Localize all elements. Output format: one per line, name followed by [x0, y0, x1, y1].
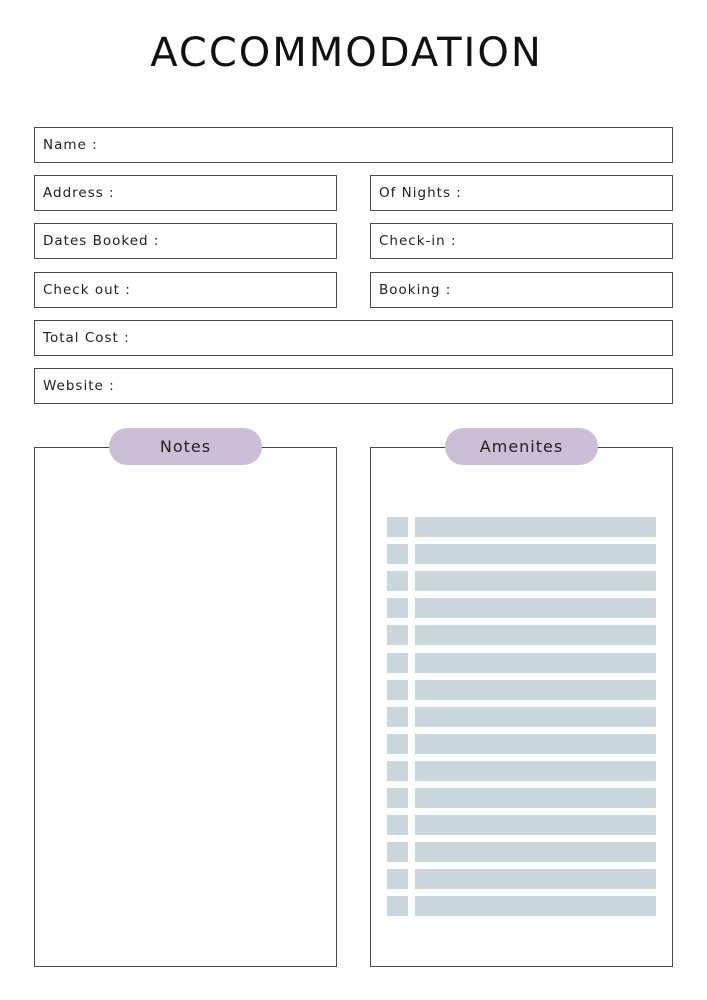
website-field[interactable] — [34, 368, 673, 404]
amenity-checkbox[interactable] — [387, 869, 408, 889]
amenity-row[interactable] — [387, 680, 656, 700]
amenity-line[interactable] — [415, 625, 656, 645]
dates-booked-label: Dates Booked : — [43, 233, 160, 249]
amenity-checkbox[interactable] — [387, 653, 408, 673]
name-field[interactable] — [34, 127, 673, 163]
amenity-row[interactable] — [387, 896, 656, 916]
amenity-line[interactable] — [415, 734, 656, 754]
amenity-line[interactable] — [415, 815, 656, 835]
address-label: Address : — [43, 185, 115, 201]
amenity-line[interactable] — [415, 571, 656, 591]
total-cost-label: Total Cost : — [43, 330, 130, 346]
booking-field[interactable] — [370, 272, 673, 308]
address-field[interactable] — [34, 175, 337, 211]
amenity-row[interactable] — [387, 571, 656, 591]
amenity-row[interactable] — [387, 707, 656, 727]
amenity-checkbox[interactable] — [387, 544, 408, 564]
amenity-row[interactable] — [387, 788, 656, 808]
amenity-checkbox[interactable] — [387, 815, 408, 835]
amenity-checkbox[interactable] — [387, 680, 408, 700]
amenity-row[interactable] — [387, 625, 656, 645]
check-in-field[interactable] — [370, 223, 673, 259]
website-label: Website : — [43, 378, 115, 394]
amenity-row[interactable] — [387, 544, 656, 564]
amenity-checkbox[interactable] — [387, 788, 408, 808]
amenity-checkbox[interactable] — [387, 707, 408, 727]
notes-panel[interactable] — [34, 447, 337, 967]
amenity-checkbox[interactable] — [387, 896, 408, 916]
amenity-line[interactable] — [415, 842, 656, 862]
check-out-label: Check out : — [43, 282, 131, 298]
total-cost-field[interactable] — [34, 320, 673, 356]
amenity-checkbox[interactable] — [387, 842, 408, 862]
amenity-line[interactable] — [415, 788, 656, 808]
amenity-row[interactable] — [387, 598, 656, 618]
amenity-line[interactable] — [415, 707, 656, 727]
nights-label: Of Nights : — [379, 185, 462, 201]
amenity-line[interactable] — [415, 517, 656, 537]
amenity-line[interactable] — [415, 761, 656, 781]
amenity-line[interactable] — [415, 869, 656, 889]
amenity-row[interactable] — [387, 653, 656, 673]
amenity-line[interactable] — [415, 598, 656, 618]
amenity-line[interactable] — [415, 653, 656, 673]
amenities-heading: Amenites — [445, 428, 598, 465]
amenity-line[interactable] — [415, 680, 656, 700]
amenity-row[interactable] — [387, 815, 656, 835]
amenity-checkbox[interactable] — [387, 517, 408, 537]
amenity-checkbox[interactable] — [387, 571, 408, 591]
dates-booked-field[interactable] — [34, 223, 337, 259]
check-out-field[interactable] — [34, 272, 337, 308]
amenity-checkbox[interactable] — [387, 761, 408, 781]
amenity-checkbox[interactable] — [387, 598, 408, 618]
amenity-line[interactable] — [415, 544, 656, 564]
amenity-row[interactable] — [387, 761, 656, 781]
page-title: ACCOMMODATION — [150, 30, 543, 76]
booking-label: Booking : — [379, 282, 452, 298]
check-in-label: Check-in : — [379, 233, 457, 249]
amenity-checkbox[interactable] — [387, 734, 408, 754]
amenity-row[interactable] — [387, 517, 656, 537]
amenity-row[interactable] — [387, 842, 656, 862]
amenity-row[interactable] — [387, 734, 656, 754]
name-label: Name : — [43, 137, 98, 153]
amenity-line[interactable] — [415, 896, 656, 916]
nights-field[interactable] — [370, 175, 673, 211]
amenity-checkbox[interactable] — [387, 625, 408, 645]
amenity-row[interactable] — [387, 869, 656, 889]
notes-heading: Notes — [109, 428, 262, 465]
